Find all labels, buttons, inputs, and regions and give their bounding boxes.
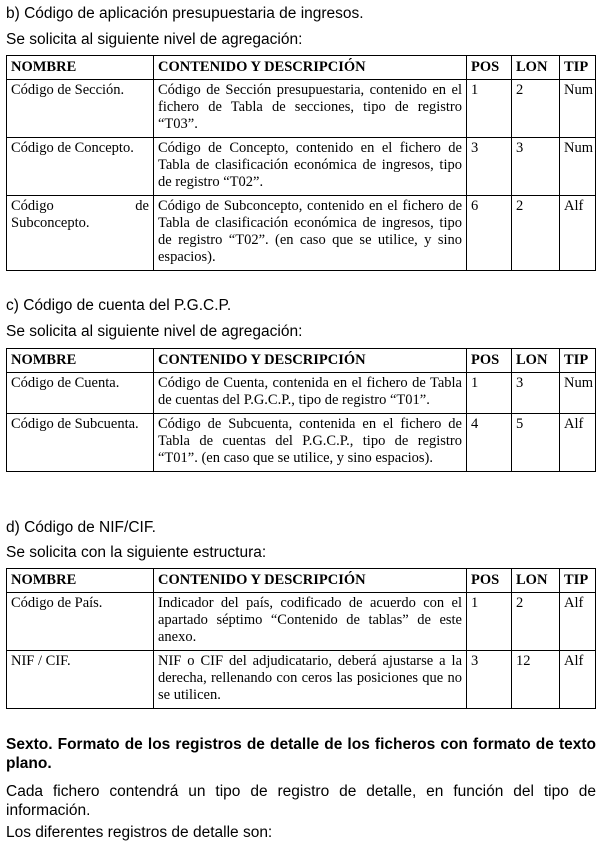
sexto-paragraph-1: Cada fichero contendrá un tipo de registro de detalle, en función del tipo de información. — [6, 783, 596, 819]
table-header-row — [7, 56, 596, 80]
section-b-table — [6, 55, 596, 271]
header-pos: POS — [467, 349, 512, 373]
cell-lon: 2 — [512, 196, 560, 271]
header-contenido: CONTENIDO Y DESCRIPCIÓN — [154, 349, 467, 373]
cell-tip: Alf — [560, 414, 596, 472]
cell-tip: Num — [560, 373, 596, 414]
cell-tip: Num — [560, 138, 596, 196]
cell-tip: Alf — [560, 651, 596, 709]
header-tip: TIP — [560, 56, 596, 80]
cell-pos: 1 — [467, 80, 512, 138]
sexto-paragraph-2: Los diferentes registros de detalle son: — [6, 824, 273, 841]
cell-descripcion: Código de Cuenta, contenida en el fichero de Tabla de cuentas del P.G.C.P., tipo de registro “T01”. — [154, 373, 467, 414]
cell-descripcion: Código de Concepto, contenido en el fichero de Tabla de clasificación económica de ingresos, tipo de registro “T02”. — [154, 138, 467, 196]
header-nombre: NOMBRE — [7, 56, 154, 80]
cell-tip: Num — [560, 80, 596, 138]
cell-nombre: Código de Subcuenta. — [7, 414, 154, 472]
header-lon: LON — [512, 349, 560, 373]
header-pos: POS — [467, 569, 512, 593]
cell-nombre: Código de País. — [7, 593, 154, 651]
header-nombre: NOMBRE — [7, 569, 154, 593]
cell-descripcion: Código de Sección presupuestaria, contenido en el fichero de Tabla de secciones, tipo de registro “T03”. — [154, 80, 467, 138]
cell-descripcion: Código de Subcuenta, contenida en el fichero de Tabla de cuentas del P.G.C.P., tipo de registro “T01”. (en caso que se utilice, y sino espacios). — [154, 414, 467, 472]
section-d-heading: d) Código de NIF/CIF. — [6, 519, 156, 536]
header-contenido: CONTENIDO Y DESCRIPCIÓN — [154, 569, 467, 593]
section-c-table — [6, 348, 596, 472]
cell-descripcion: Código de Subconcepto, contenido en el fichero de Tabla de clasificación económica de ingresos, tipo de registro “T02”. (en caso que se utilice, y sino espacios). — [154, 196, 467, 271]
header-tip: TIP — [560, 349, 596, 373]
cell-pos: 3 — [467, 138, 512, 196]
cell-descripcion: NIF o CIF del adjudicatario, deberá ajustarse a la derecha, rellenando con ceros las posiciones que no se utilicen. — [154, 651, 467, 709]
header-lon: LON — [512, 56, 560, 80]
table-row — [7, 138, 596, 196]
table-row — [7, 80, 596, 138]
section-c-heading: c) Código de cuenta del P.G.C.P. — [6, 297, 232, 314]
section-b-heading: b) Código de aplicación presupuestaria de ingresos. — [6, 5, 364, 22]
cell-nombre: NIF / CIF. — [7, 651, 154, 709]
cell-descripcion: Indicador del país, codificado de acuerdo con el apartado séptimo “Contenido de tablas” de este anexo. — [154, 593, 467, 651]
section-b-intro: Se solicita al siguiente nivel de agregación: — [6, 31, 303, 48]
table-row — [7, 593, 596, 651]
cell-lon: 3 — [512, 138, 560, 196]
table-header-row — [7, 349, 596, 373]
table-header-row — [7, 569, 596, 593]
cell-lon: 12 — [512, 651, 560, 709]
cell-lon: 2 — [512, 593, 560, 651]
section-d-intro: Se solicita con la siguiente estructura: — [6, 544, 267, 561]
header-nombre: NOMBRE — [7, 349, 154, 373]
cell-lon: 3 — [512, 373, 560, 414]
table-row — [7, 651, 596, 709]
section-d-table — [6, 568, 596, 709]
cell-nombre: Código de Subconcepto. — [7, 196, 154, 271]
cell-lon: 2 — [512, 80, 560, 138]
section-c-intro: Se solicita al siguiente nivel de agregación: — [6, 323, 303, 340]
cell-pos: 1 — [467, 373, 512, 414]
header-lon: LON — [512, 569, 560, 593]
cell-nombre: Código de Cuenta. — [7, 373, 154, 414]
cell-pos: 3 — [467, 651, 512, 709]
cell-lon: 5 — [512, 414, 560, 472]
header-contenido: CONTENIDO Y DESCRIPCIÓN — [154, 56, 467, 80]
table-row — [7, 414, 596, 472]
header-pos: POS — [467, 56, 512, 80]
cell-tip: Alf — [560, 196, 596, 271]
table-row — [7, 373, 596, 414]
cell-nombre: Código de Sección. — [7, 80, 154, 138]
cell-nombre: Código de Concepto. — [7, 138, 154, 196]
header-tip: TIP — [560, 569, 596, 593]
cell-pos: 1 — [467, 593, 512, 651]
cell-pos: 6 — [467, 196, 512, 271]
table-row — [7, 196, 596, 271]
cell-pos: 4 — [467, 414, 512, 472]
sexto-heading: Sexto. Formato de los registros de detalle de los ficheros con formato de texto plano. — [6, 736, 596, 772]
cell-tip: Alf — [560, 593, 596, 651]
